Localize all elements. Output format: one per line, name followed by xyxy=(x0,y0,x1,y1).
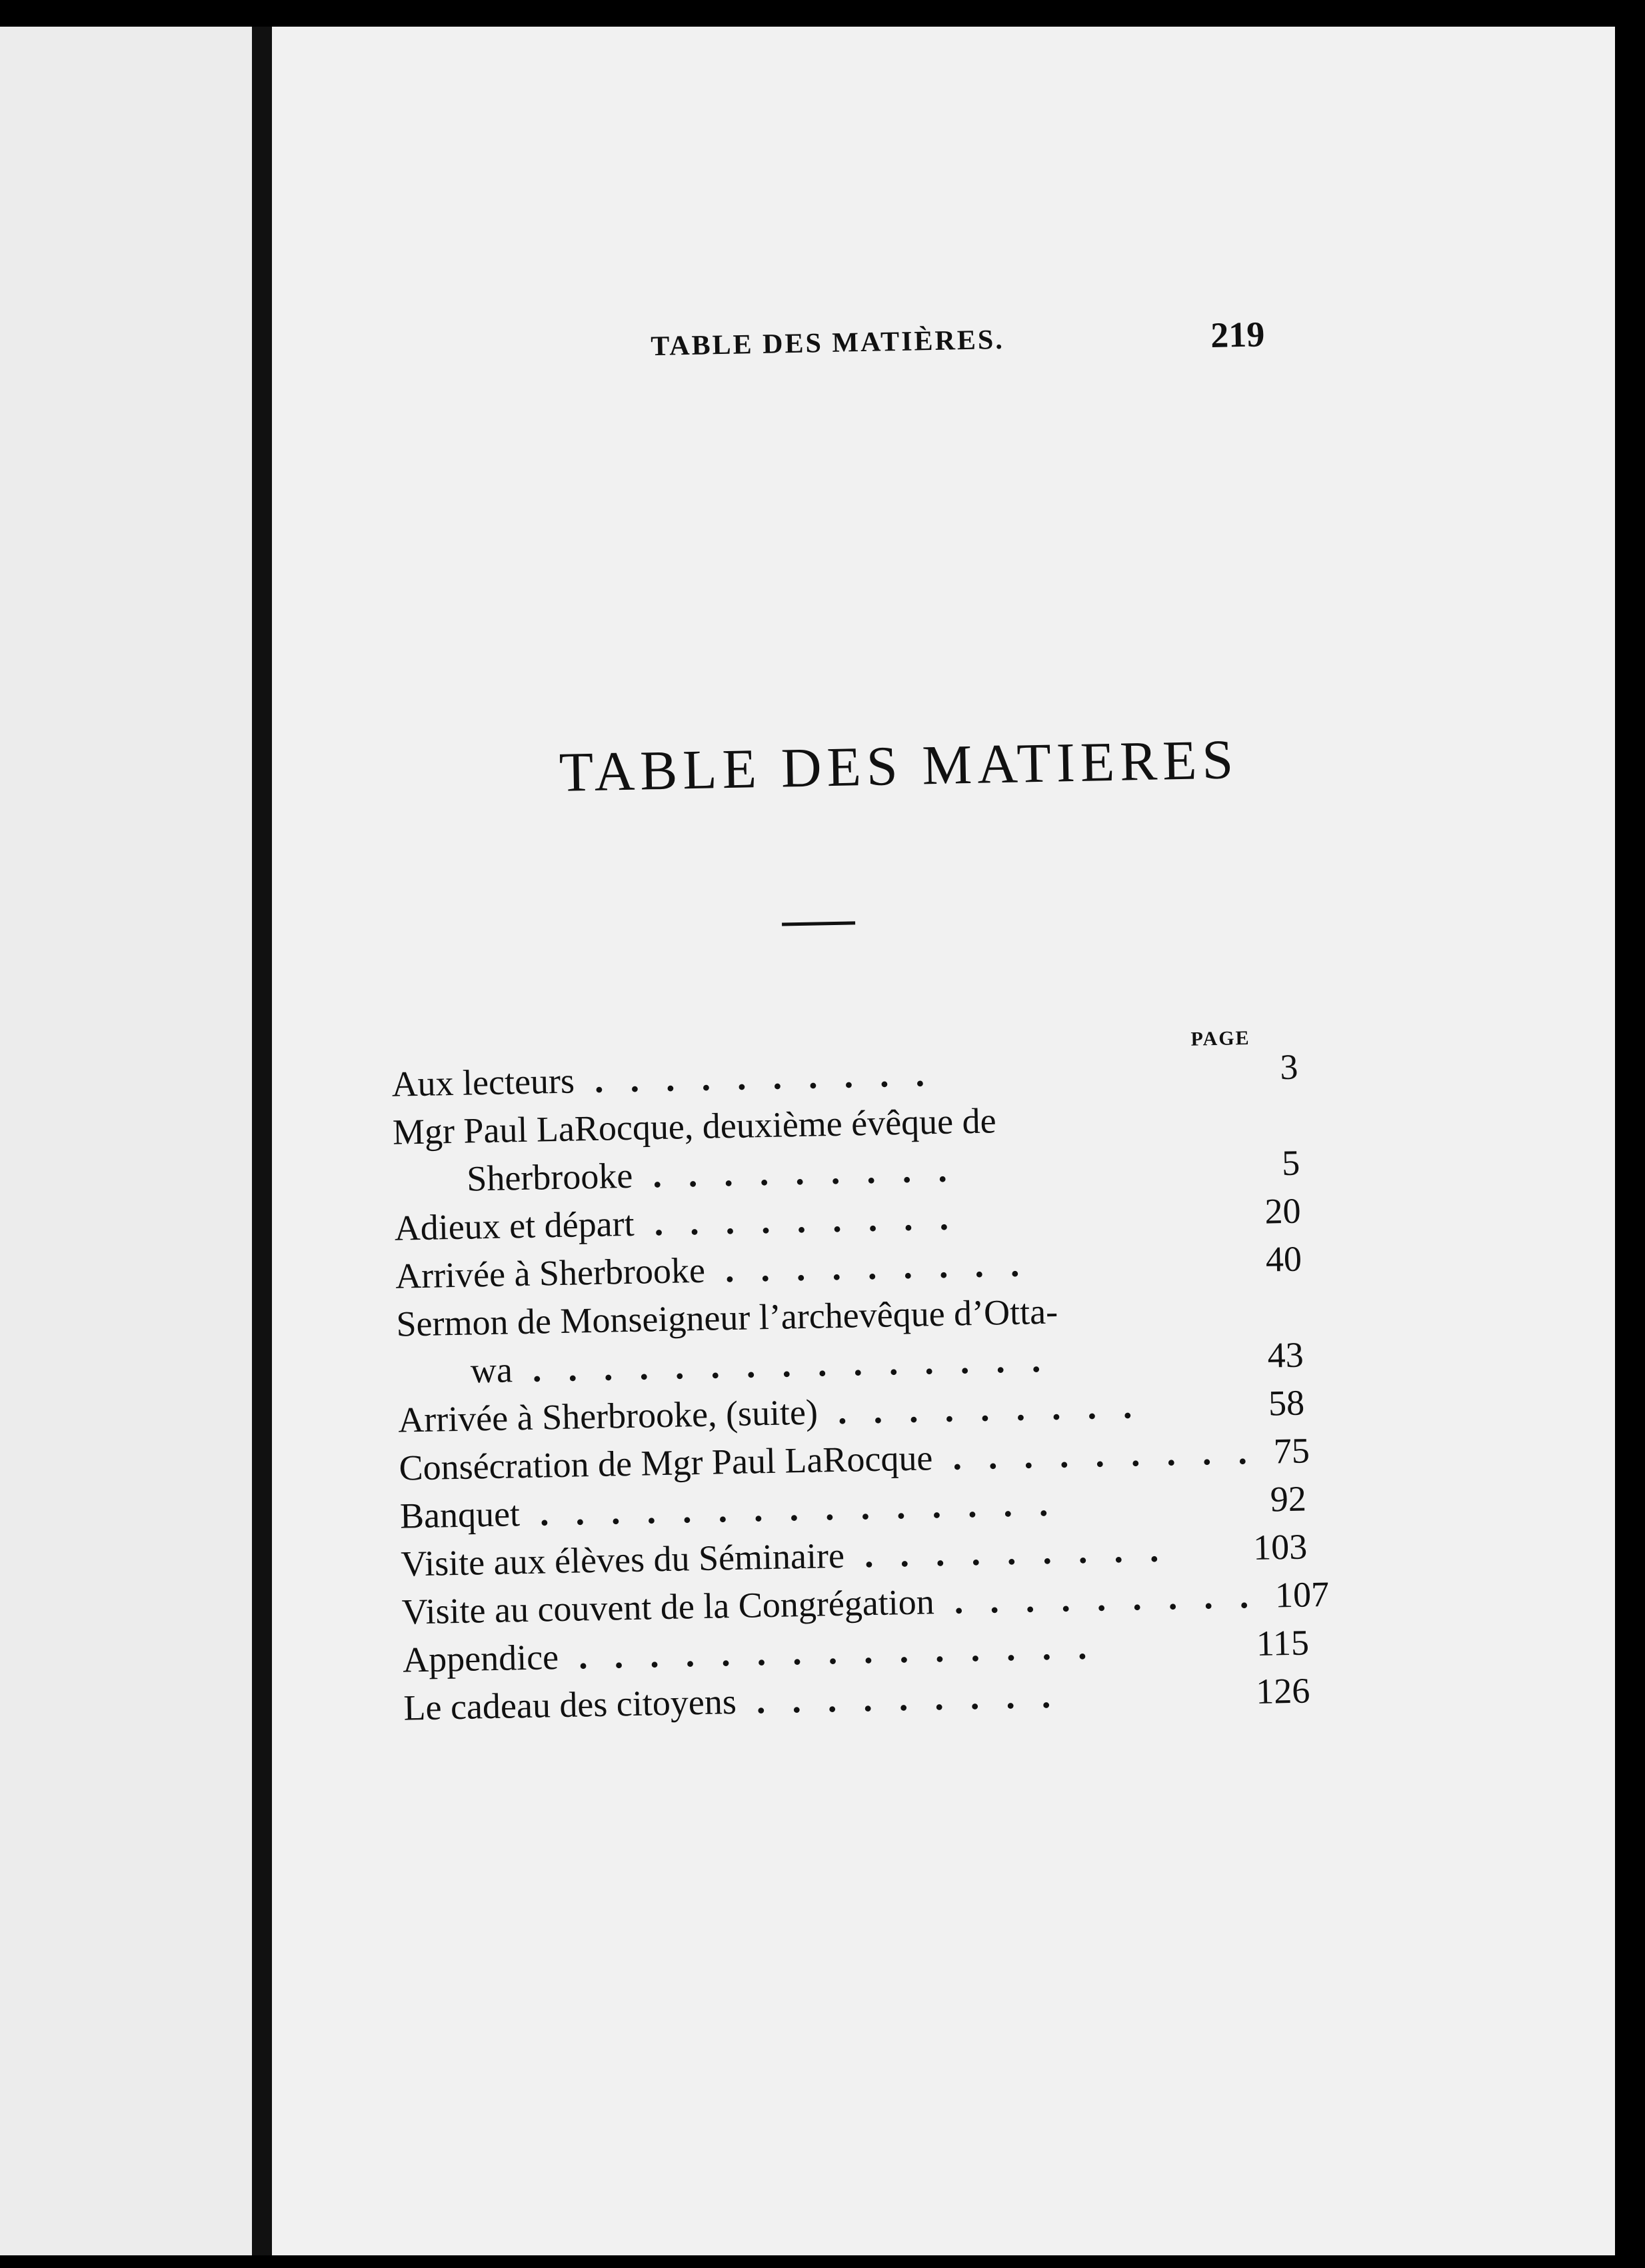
toc-entry-page: 103 xyxy=(1252,1526,1308,1568)
right-page xyxy=(272,27,1615,2255)
toc-entry-title: Le cadeau des citoyens xyxy=(403,1681,737,1728)
toc-entry-page: 40 xyxy=(1265,1238,1302,1280)
dot-leader: ......... xyxy=(864,1529,1186,1576)
toc-entry-page: 107 xyxy=(1274,1574,1330,1616)
toc-entry-title: Visite au couvent de la Congrégation xyxy=(401,1582,935,1632)
dot-leader: ............... xyxy=(539,1483,1075,1534)
dot-leader: ......... xyxy=(725,1243,1046,1290)
toc-entry-page: 5 xyxy=(1281,1142,1300,1184)
page-column-label: PAGE xyxy=(1190,1027,1250,1050)
toc-entry-title: Visite aux élèves du Séminaire xyxy=(400,1535,845,1584)
dot-leader: ......... xyxy=(653,1196,976,1244)
toc-entry-page: 58 xyxy=(1268,1382,1305,1424)
title-rule xyxy=(782,921,855,926)
toc-entry xyxy=(396,1282,1311,1396)
toc-entry xyxy=(392,1090,1307,1204)
page-title: TABLE DES MATIERES xyxy=(559,728,1240,804)
toc-entry-title: Consécration de Mgr Paul LaRocque xyxy=(399,1438,933,1488)
dot-leader: ......... xyxy=(952,1431,1274,1478)
page-number: 219 xyxy=(1210,314,1265,355)
toc-entry-title-line1: Sermon de Monseigneur l’archevêque d’Otta- xyxy=(395,1291,1058,1344)
dot-leader: ......... xyxy=(652,1149,974,1196)
toc-entry-page: 20 xyxy=(1264,1190,1302,1232)
toc-entry-page: 3 xyxy=(1279,1046,1298,1088)
toc-entry-title: Aux lecteurs xyxy=(391,1060,575,1104)
toc-entry-title: Sherbrooke xyxy=(466,1155,633,1199)
dot-leader: ......... xyxy=(756,1675,1078,1721)
dot-leader: .......... xyxy=(594,1053,952,1100)
left-page-margin xyxy=(0,27,252,2255)
toc-entry-title: wa xyxy=(470,1350,513,1391)
toc-entry-page: 43 xyxy=(1267,1334,1304,1376)
running-head: TABLE DES MATIÈRES. xyxy=(650,324,1005,363)
toc-entry-page: 126 xyxy=(1255,1670,1310,1712)
scan-border xyxy=(1615,0,1645,2255)
toc-entry-title: Arrivée à Sherbrooke xyxy=(395,1250,706,1296)
toc-entry-page: 115 xyxy=(1256,1622,1310,1664)
toc-entry-page: 92 xyxy=(1270,1478,1307,1520)
dot-leader: ......... xyxy=(954,1575,1276,1622)
toc-entry-page: 75 xyxy=(1273,1430,1310,1472)
table-of-contents xyxy=(391,1042,1330,1731)
dot-leader: ............... xyxy=(532,1339,1068,1390)
toc-entry-title: Adieux et départ xyxy=(394,1203,635,1248)
toc-entry-title: Banquet xyxy=(399,1494,521,1536)
toc-entry-title: Appendice xyxy=(402,1637,559,1680)
dot-leader: ............... xyxy=(578,1626,1114,1677)
dot-leader: ......... xyxy=(837,1385,1159,1432)
toc-entry-title: Arrivée à Sherbrooke, (suite) xyxy=(397,1392,819,1440)
toc-entry-title-line1: Mgr Paul LaRocque, deuxième évêque de xyxy=(392,1100,997,1152)
page-content xyxy=(251,14,1637,2268)
